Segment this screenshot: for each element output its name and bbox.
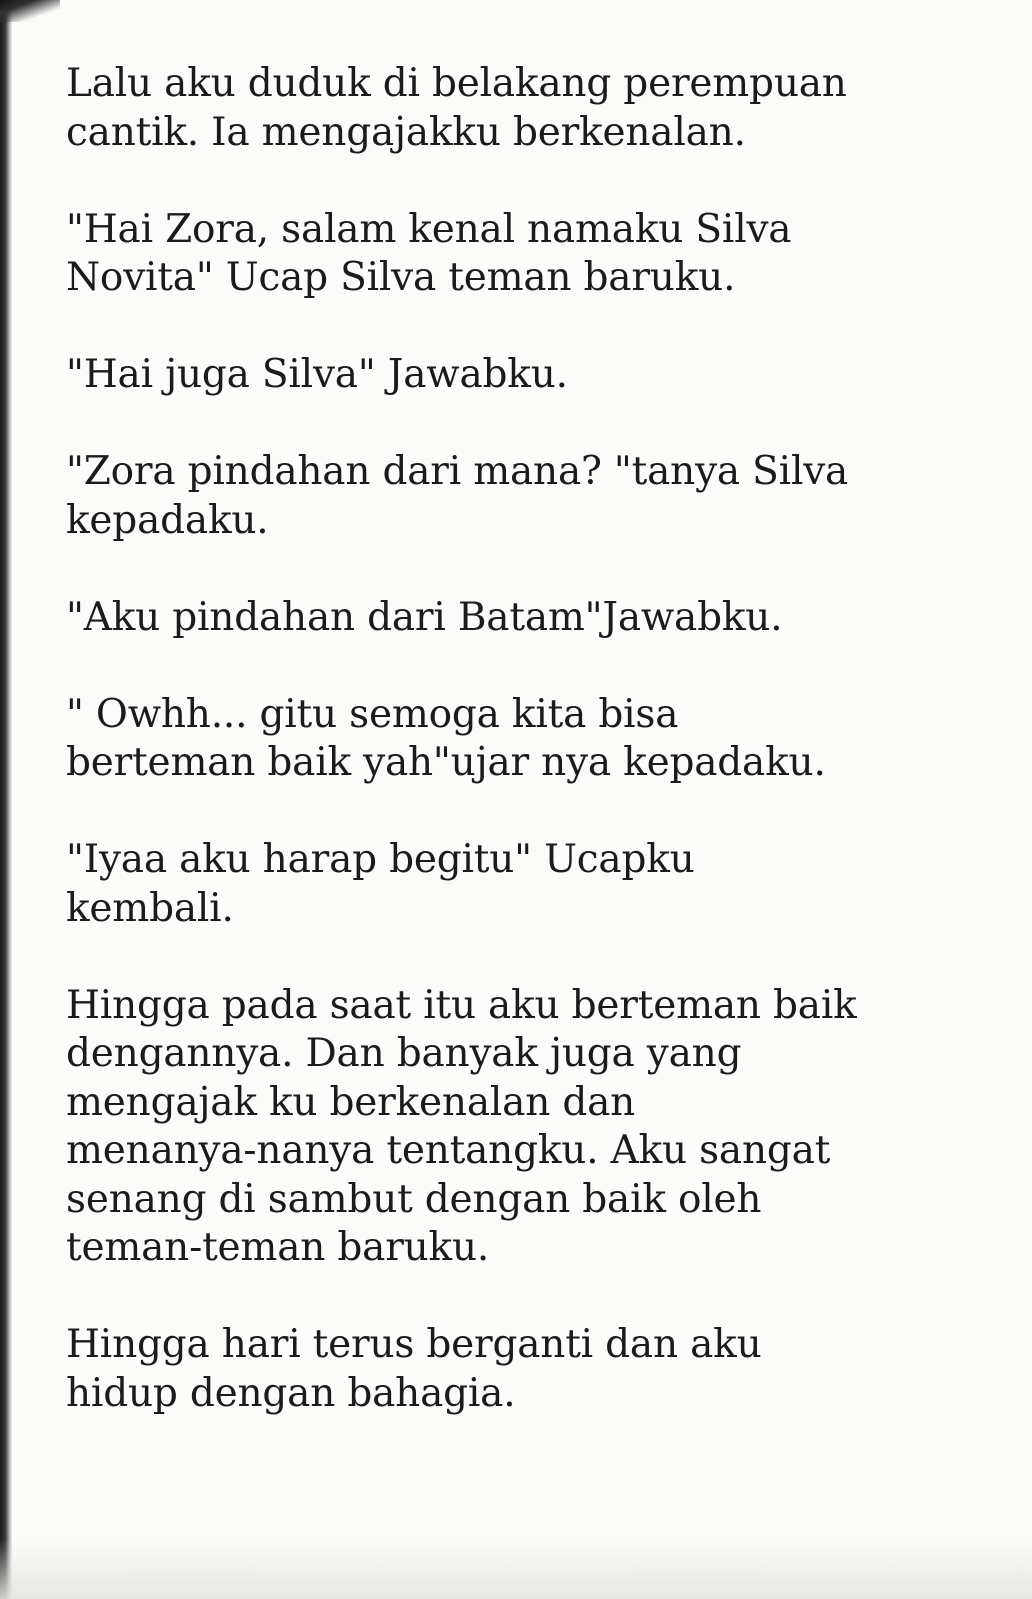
text-line: Hingga pada saat itu aku berteman baik: [66, 982, 857, 1028]
paragraph: [66, 1321, 966, 1418]
text-line: Lalu aku duduk di belakang perempuan: [66, 61, 847, 106]
text-line: dengannya. Dan banyak juga yang: [66, 1031, 742, 1076]
paragraph: [66, 982, 966, 1273]
book-spine-edge: [0, 0, 12, 1599]
text-line: cantik. Ia mengajakku berkenalan.: [66, 109, 746, 155]
paragraph: [66, 448, 966, 545]
paragraph: [66, 351, 966, 400]
text-line: senang di sambut dengan baik oleh: [66, 1176, 762, 1222]
paragraph: [66, 836, 966, 933]
text-line: "Zora pindahan dari mana? "tanya Silva: [66, 449, 849, 494]
text-line: "Hai juga Silva" Jawabku.: [66, 352, 568, 397]
paragraph: [66, 206, 966, 303]
page-bottom-shadow: [0, 1539, 1032, 1599]
page-corner-shadow: [0, 0, 60, 22]
text-line: mengajak ku berkenalan dan: [66, 1079, 636, 1125]
text-line: kembali.: [66, 885, 234, 931]
paragraph: [66, 691, 966, 788]
text-line: " Owhh... gitu semoga kita bisa: [66, 691, 679, 737]
text-line: "Hai Zora, salam kenal namaku Silva: [66, 206, 792, 252]
text-line: hidup dengan bahagia.: [66, 1370, 516, 1416]
text-line: berteman baik yah"ujar nya kepadaku.: [66, 740, 826, 785]
text-line: teman-teman baruku.: [66, 1225, 490, 1270]
text-line: Hingga hari terus berganti dan aku: [66, 1322, 762, 1367]
paragraph: [66, 594, 966, 643]
text-line: "Iyaa aku harap begitu" Ucapku: [66, 837, 695, 882]
text-line: kepadaku.: [66, 497, 269, 543]
text-line: "Aku pindahan dari Batam"Jawabku.: [66, 594, 783, 640]
paragraph: [66, 60, 966, 157]
text-line: menanya-nanya tentangku. Aku sangat: [66, 1128, 831, 1173]
text-line: Novita" Ucap Silva teman baruku.: [66, 255, 736, 300]
story-text: [66, 60, 966, 1467]
